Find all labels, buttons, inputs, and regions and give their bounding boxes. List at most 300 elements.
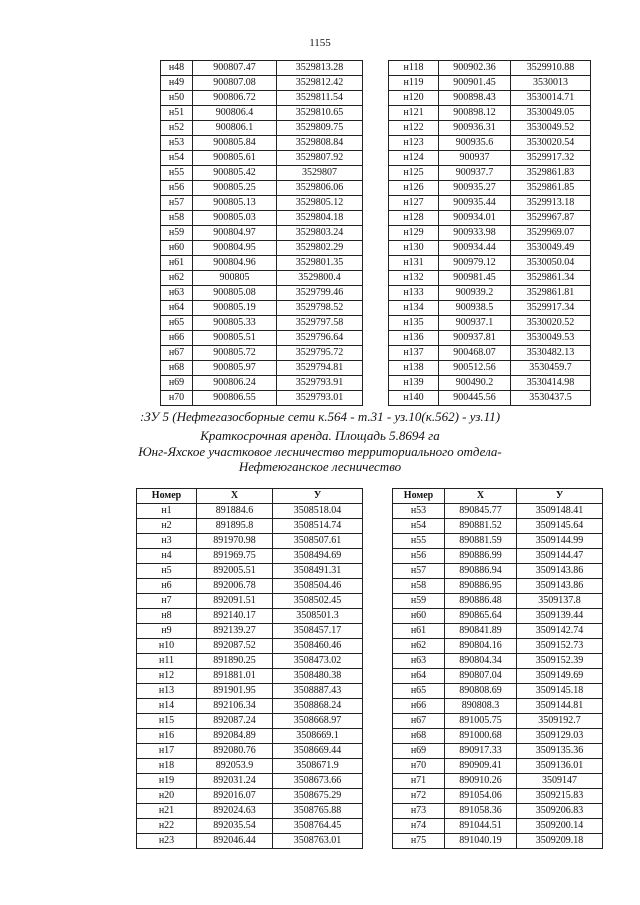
- point-number-cell: н66: [393, 699, 445, 714]
- y-coordinate-cell: 3509209.18: [517, 834, 603, 849]
- table-header-row: [137, 489, 363, 504]
- x-coordinate-cell: 890881.52: [445, 519, 517, 534]
- table-row: [161, 166, 363, 181]
- y-coordinate-cell: 3530049.49: [511, 241, 591, 256]
- point-number-cell: н60: [161, 241, 193, 256]
- y-coordinate-cell: 3530049.52: [511, 121, 591, 136]
- x-coordinate-cell: 900937.1: [439, 316, 511, 331]
- y-coordinate-cell: 3509192.7: [517, 714, 603, 729]
- point-number-cell: н133: [389, 286, 439, 301]
- y-coordinate-cell: 3508501.3: [273, 609, 363, 624]
- x-coordinate-cell: 890886.94: [445, 564, 517, 579]
- forestry-name: Нефтеюганское лесничество: [238, 459, 402, 474]
- x-coordinate-cell: 900935.6: [439, 136, 511, 151]
- table-row: [137, 519, 363, 534]
- x-coordinate-cell: 900936.31: [439, 121, 511, 136]
- y-coordinate-cell: 3508494.69: [273, 549, 363, 564]
- point-number-cell: н3: [137, 534, 197, 549]
- table-row: [137, 534, 363, 549]
- y-coordinate-cell: 3529861.81: [511, 286, 591, 301]
- point-number-cell: н130: [389, 241, 439, 256]
- y-coordinate-cell: 3509137.8: [517, 594, 603, 609]
- y-coordinate-cell: 3509215.83: [517, 789, 603, 804]
- table-row: [389, 316, 591, 331]
- table-row: [389, 376, 591, 391]
- x-coordinate-cell: 891881.01: [197, 669, 273, 684]
- x-coordinate-cell: 900804.97: [193, 226, 277, 241]
- y-coordinate-cell: 3530482.13: [511, 346, 591, 361]
- point-number-cell: н64: [393, 669, 445, 684]
- table-row: [389, 301, 591, 316]
- y-coordinate-cell: 3508764.45: [273, 819, 363, 834]
- y-coordinate-cell: 3508887.43: [273, 684, 363, 699]
- x-coordinate-cell: 900805.13: [193, 196, 277, 211]
- x-coordinate-cell: 900934.01: [439, 211, 511, 226]
- table-row: [161, 76, 363, 91]
- y-coordinate-cell: 3530437.5: [511, 391, 591, 406]
- point-number-cell: н69: [161, 376, 193, 391]
- y-coordinate-cell: 3529803.24: [277, 226, 363, 241]
- section-title: :ЗУ 5 (Нефтегазосборные сети к.564 - т.31 - уз.10(к.562) - уз.11): [139, 409, 501, 424]
- point-number-cell: н68: [393, 729, 445, 744]
- point-number-cell: н123: [389, 136, 439, 151]
- point-number-cell: н15: [137, 714, 197, 729]
- table-row: [137, 729, 363, 744]
- y-coordinate-cell: 3529917.34: [511, 301, 591, 316]
- x-coordinate-cell: 900939.2: [439, 286, 511, 301]
- coordinates-table-bottom-right: [392, 488, 603, 849]
- point-number-cell: н75: [393, 834, 445, 849]
- table-row: [137, 579, 363, 594]
- y-coordinate-cell: 3529910.88: [511, 61, 591, 76]
- table-row: [137, 714, 363, 729]
- table-row: [389, 361, 591, 376]
- y-coordinate-cell: 3529802.29: [277, 241, 363, 256]
- x-coordinate-cell: 891058.36: [445, 804, 517, 819]
- point-number-cell: н11: [137, 654, 197, 669]
- table-row: [393, 819, 603, 834]
- point-number-cell: н57: [393, 564, 445, 579]
- x-coordinate-cell: 900805.61: [193, 151, 277, 166]
- table-row: [161, 331, 363, 346]
- x-coordinate-cell: 900937: [439, 151, 511, 166]
- point-number-cell: н53: [161, 136, 193, 151]
- x-coordinate-cell: 891970.98: [197, 534, 273, 549]
- table-row: [137, 759, 363, 774]
- y-coordinate-cell: 3508502.45: [273, 594, 363, 609]
- coordinates-table-top-right: [388, 60, 591, 406]
- y-coordinate-cell: 3508669.44: [273, 744, 363, 759]
- x-coordinate-cell: 900805.25: [193, 181, 277, 196]
- point-number-cell: н70: [161, 391, 193, 406]
- x-coordinate-cell: 900805.97: [193, 361, 277, 376]
- point-number-cell: н63: [161, 286, 193, 301]
- table-row: [393, 714, 603, 729]
- x-coordinate-cell: 892005.51: [197, 564, 273, 579]
- y-coordinate-cell: 3529797.58: [277, 316, 363, 331]
- x-coordinate-cell: 900445.56: [439, 391, 511, 406]
- table-row: [161, 61, 363, 76]
- x-coordinate-cell: 890808.3: [445, 699, 517, 714]
- x-coordinate-cell: 900806.55: [193, 391, 277, 406]
- x-coordinate-cell: 892140.17: [197, 609, 273, 624]
- y-coordinate-cell: 3508491.31: [273, 564, 363, 579]
- table-row: [137, 549, 363, 564]
- table-row: [137, 504, 363, 519]
- y-coordinate-cell: 3529806.06: [277, 181, 363, 196]
- y-coordinate-cell: 3509144.81: [517, 699, 603, 714]
- y-coordinate-cell: 3508868.24: [273, 699, 363, 714]
- x-coordinate-cell: 900979.12: [439, 256, 511, 271]
- x-coordinate-cell: 900935.27: [439, 181, 511, 196]
- point-number-cell: н67: [393, 714, 445, 729]
- y-coordinate-cell: 3529810.65: [277, 106, 363, 121]
- table-row: [161, 301, 363, 316]
- y-coordinate-cell: 3508763.01: [273, 834, 363, 849]
- point-number-cell: н64: [161, 301, 193, 316]
- y-coordinate-cell: 3508765.88: [273, 804, 363, 819]
- table-row: [161, 271, 363, 286]
- y-coordinate-cell: 3529799.46: [277, 286, 363, 301]
- point-number-cell: н59: [393, 594, 445, 609]
- point-number-cell: н120: [389, 91, 439, 106]
- y-coordinate-cell: 3530020.52: [511, 316, 591, 331]
- x-coordinate-cell: 900935.44: [439, 196, 511, 211]
- table-row: [393, 729, 603, 744]
- table-row: [389, 121, 591, 136]
- table-row: [137, 804, 363, 819]
- table-row: [393, 504, 603, 519]
- y-coordinate-cell: 3529861.85: [511, 181, 591, 196]
- x-coordinate-cell: 900933.98: [439, 226, 511, 241]
- page-number: 1155: [309, 37, 331, 49]
- point-number-cell: н58: [393, 579, 445, 594]
- point-number-cell: н127: [389, 196, 439, 211]
- point-number-cell: н16: [137, 729, 197, 744]
- table-row: [393, 519, 603, 534]
- table-row: [389, 286, 591, 301]
- point-number-cell: н51: [161, 106, 193, 121]
- point-number-cell: н62: [393, 639, 445, 654]
- y-coordinate-cell: 3509206.83: [517, 804, 603, 819]
- table-row: [389, 166, 591, 181]
- table-row: [137, 594, 363, 609]
- x-coordinate-cell: 892053.9: [197, 759, 273, 774]
- table-row: [161, 196, 363, 211]
- x-coordinate-cell: 890804.16: [445, 639, 517, 654]
- point-number-cell: н4: [137, 549, 197, 564]
- point-number-cell: н124: [389, 151, 439, 166]
- table-row: [161, 136, 363, 151]
- x-coordinate-cell: 892106.34: [197, 699, 273, 714]
- column-header-number: Номер: [137, 489, 197, 504]
- point-number-cell: н65: [393, 684, 445, 699]
- table-row: [137, 699, 363, 714]
- y-coordinate-cell: 3529804.18: [277, 211, 363, 226]
- lease-info: Краткосрочная аренда. Площадь 5.8694 га: [200, 428, 440, 443]
- column-header-x: X: [445, 489, 517, 504]
- point-number-cell: н20: [137, 789, 197, 804]
- y-coordinate-cell: 3530050.04: [511, 256, 591, 271]
- point-number-cell: н68: [161, 361, 193, 376]
- table-row: [389, 346, 591, 361]
- column-header-x: X: [197, 489, 273, 504]
- x-coordinate-cell: 900468.07: [439, 346, 511, 361]
- point-number-cell: н137: [389, 346, 439, 361]
- y-coordinate-cell: 3508480.38: [273, 669, 363, 684]
- x-coordinate-cell: 891044.51: [445, 819, 517, 834]
- table-row: [393, 654, 603, 669]
- x-coordinate-cell: 890886.48: [445, 594, 517, 609]
- point-number-cell: н58: [161, 211, 193, 226]
- point-number-cell: н67: [161, 346, 193, 361]
- x-coordinate-cell: 900937.81: [439, 331, 511, 346]
- y-coordinate-cell: 3508473.02: [273, 654, 363, 669]
- column-header-number: Номер: [393, 489, 445, 504]
- x-coordinate-cell: 900805.72: [193, 346, 277, 361]
- y-coordinate-cell: 3529809.75: [277, 121, 363, 136]
- point-number-cell: н74: [393, 819, 445, 834]
- x-coordinate-cell: 900804.96: [193, 256, 277, 271]
- point-number-cell: н49: [161, 76, 193, 91]
- x-coordinate-cell: 900807.08: [193, 76, 277, 91]
- table-row: [389, 91, 591, 106]
- x-coordinate-cell: 890808.69: [445, 684, 517, 699]
- y-coordinate-cell: 3508507.61: [273, 534, 363, 549]
- y-coordinate-cell: 3529913.18: [511, 196, 591, 211]
- x-coordinate-cell: 890881.59: [445, 534, 517, 549]
- point-number-cell: н118: [389, 61, 439, 76]
- point-number-cell: н61: [161, 256, 193, 271]
- y-coordinate-cell: 3509143.86: [517, 564, 603, 579]
- point-number-cell: н56: [393, 549, 445, 564]
- y-coordinate-cell: 3509152.39: [517, 654, 603, 669]
- y-coordinate-cell: 3509148.41: [517, 504, 603, 519]
- table-row: [393, 594, 603, 609]
- table-row: [161, 391, 363, 406]
- table-row: [137, 684, 363, 699]
- table-row: [393, 564, 603, 579]
- y-coordinate-cell: 3529917.32: [511, 151, 591, 166]
- x-coordinate-cell: 900981.45: [439, 271, 511, 286]
- x-coordinate-cell: 892091.51: [197, 594, 273, 609]
- x-coordinate-cell: 890804.34: [445, 654, 517, 669]
- y-coordinate-cell: 3508504.46: [273, 579, 363, 594]
- point-number-cell: н122: [389, 121, 439, 136]
- y-coordinate-cell: 3529795.72: [277, 346, 363, 361]
- point-number-cell: н6: [137, 579, 197, 594]
- y-coordinate-cell: 3509143.86: [517, 579, 603, 594]
- x-coordinate-cell: 900938.5: [439, 301, 511, 316]
- point-number-cell: н56: [161, 181, 193, 196]
- point-number-cell: н119: [389, 76, 439, 91]
- point-number-cell: н59: [161, 226, 193, 241]
- table-row: [389, 76, 591, 91]
- y-coordinate-cell: 3529807.92: [277, 151, 363, 166]
- table-row: [393, 759, 603, 774]
- x-coordinate-cell: 890865.64: [445, 609, 517, 624]
- y-coordinate-cell: 3529793.01: [277, 391, 363, 406]
- table-row: [161, 241, 363, 256]
- point-number-cell: н126: [389, 181, 439, 196]
- y-coordinate-cell: 3509144.47: [517, 549, 603, 564]
- table-row: [389, 181, 591, 196]
- x-coordinate-cell: 890886.95: [445, 579, 517, 594]
- point-number-cell: н48: [161, 61, 193, 76]
- x-coordinate-cell: 892035.54: [197, 819, 273, 834]
- y-coordinate-cell: 3529812.42: [277, 76, 363, 91]
- x-coordinate-cell: 890910.26: [445, 774, 517, 789]
- y-coordinate-cell: 3530049.53: [511, 331, 591, 346]
- y-coordinate-cell: 3509136.01: [517, 759, 603, 774]
- y-coordinate-cell: 3508460.46: [273, 639, 363, 654]
- x-coordinate-cell: 892016.07: [197, 789, 273, 804]
- table-row: [389, 226, 591, 241]
- table-row: [393, 534, 603, 549]
- x-coordinate-cell: 900934.44: [439, 241, 511, 256]
- x-coordinate-cell: 892084.89: [197, 729, 273, 744]
- table-row: [389, 241, 591, 256]
- coordinates-table-bottom-left: [136, 488, 363, 849]
- y-coordinate-cell: 3530414.98: [511, 376, 591, 391]
- table-header-row: [393, 489, 603, 504]
- table-row: [393, 804, 603, 819]
- x-coordinate-cell: 900807.47: [193, 61, 277, 76]
- table-row: [161, 346, 363, 361]
- y-coordinate-cell: 3508668.97: [273, 714, 363, 729]
- x-coordinate-cell: 900805.84: [193, 136, 277, 151]
- x-coordinate-cell: 891884.6: [197, 504, 273, 519]
- y-coordinate-cell: 3529800.4: [277, 271, 363, 286]
- point-number-cell: н23: [137, 834, 197, 849]
- point-number-cell: н1: [137, 504, 197, 519]
- table-row: [393, 834, 603, 849]
- table-row: [389, 256, 591, 271]
- x-coordinate-cell: 891901.95: [197, 684, 273, 699]
- x-coordinate-cell: 900805.42: [193, 166, 277, 181]
- point-number-cell: н7: [137, 594, 197, 609]
- x-coordinate-cell: 890807.04: [445, 669, 517, 684]
- y-coordinate-cell: 3529808.84: [277, 136, 363, 151]
- table-row: [393, 624, 603, 639]
- table-row: [161, 316, 363, 331]
- point-number-cell: н50: [161, 91, 193, 106]
- point-number-cell: н57: [161, 196, 193, 211]
- table-row: [161, 376, 363, 391]
- point-number-cell: н55: [393, 534, 445, 549]
- point-number-cell: н8: [137, 609, 197, 624]
- y-coordinate-cell: 3529805.12: [277, 196, 363, 211]
- x-coordinate-cell: 890886.99: [445, 549, 517, 564]
- point-number-cell: н134: [389, 301, 439, 316]
- x-coordinate-cell: 892046.44: [197, 834, 273, 849]
- table-row: [137, 654, 363, 669]
- point-number-cell: н138: [389, 361, 439, 376]
- point-number-cell: н73: [393, 804, 445, 819]
- table-row: [137, 819, 363, 834]
- point-number-cell: н65: [161, 316, 193, 331]
- point-number-cell: н5: [137, 564, 197, 579]
- y-coordinate-cell: 3508457.17: [273, 624, 363, 639]
- table-row: [161, 121, 363, 136]
- point-number-cell: н60: [393, 609, 445, 624]
- point-number-cell: н54: [161, 151, 193, 166]
- y-coordinate-cell: 3529861.83: [511, 166, 591, 181]
- table-row: [137, 834, 363, 849]
- table-row: [161, 256, 363, 271]
- table-row: [389, 331, 591, 346]
- y-coordinate-cell: 3530013: [511, 76, 591, 91]
- table-row: [389, 196, 591, 211]
- column-header-y: У: [273, 489, 363, 504]
- point-number-cell: н17: [137, 744, 197, 759]
- x-coordinate-cell: 892024.63: [197, 804, 273, 819]
- table-row: [137, 564, 363, 579]
- table-row: [161, 106, 363, 121]
- x-coordinate-cell: 900490.2: [439, 376, 511, 391]
- y-coordinate-cell: 3530014.71: [511, 91, 591, 106]
- point-number-cell: н63: [393, 654, 445, 669]
- table-row: [389, 151, 591, 166]
- table-row: [161, 361, 363, 376]
- point-number-cell: н66: [161, 331, 193, 346]
- x-coordinate-cell: 890909.41: [445, 759, 517, 774]
- table-row: [137, 744, 363, 759]
- x-coordinate-cell: 891000.68: [445, 729, 517, 744]
- x-coordinate-cell: 891895.8: [197, 519, 273, 534]
- y-coordinate-cell: 3509152.73: [517, 639, 603, 654]
- x-coordinate-cell: 900805.08: [193, 286, 277, 301]
- x-coordinate-cell: 892006.78: [197, 579, 273, 594]
- point-number-cell: н129: [389, 226, 439, 241]
- point-number-cell: н72: [393, 789, 445, 804]
- y-coordinate-cell: 3508518.04: [273, 504, 363, 519]
- y-coordinate-cell: 3509144.99: [517, 534, 603, 549]
- y-coordinate-cell: 3529794.81: [277, 361, 363, 376]
- table-row: [393, 669, 603, 684]
- table-row: [389, 391, 591, 406]
- x-coordinate-cell: 900806.24: [193, 376, 277, 391]
- point-number-cell: н18: [137, 759, 197, 774]
- point-number-cell: н22: [137, 819, 197, 834]
- y-coordinate-cell: 3509147: [517, 774, 603, 789]
- table-row: [137, 609, 363, 624]
- table-row: [389, 271, 591, 286]
- point-number-cell: н135: [389, 316, 439, 331]
- x-coordinate-cell: 890841.89: [445, 624, 517, 639]
- point-number-cell: н62: [161, 271, 193, 286]
- y-coordinate-cell: 3529796.64: [277, 331, 363, 346]
- x-coordinate-cell: 900902.36: [439, 61, 511, 76]
- table-row: [393, 579, 603, 594]
- coordinates-table-top-left: [160, 60, 363, 406]
- y-coordinate-cell: 3508675.29: [273, 789, 363, 804]
- point-number-cell: н71: [393, 774, 445, 789]
- point-number-cell: н21: [137, 804, 197, 819]
- y-coordinate-cell: 3509142.74: [517, 624, 603, 639]
- x-coordinate-cell: 900805.51: [193, 331, 277, 346]
- table-row: [393, 609, 603, 624]
- point-number-cell: н69: [393, 744, 445, 759]
- y-coordinate-cell: 3508671.9: [273, 759, 363, 774]
- y-coordinate-cell: 3508673.66: [273, 774, 363, 789]
- point-number-cell: н55: [161, 166, 193, 181]
- table-row: [393, 639, 603, 654]
- table-row: [393, 774, 603, 789]
- y-coordinate-cell: 3529798.52: [277, 301, 363, 316]
- y-coordinate-cell: 3529813.28: [277, 61, 363, 76]
- y-coordinate-cell: 3529969.07: [511, 226, 591, 241]
